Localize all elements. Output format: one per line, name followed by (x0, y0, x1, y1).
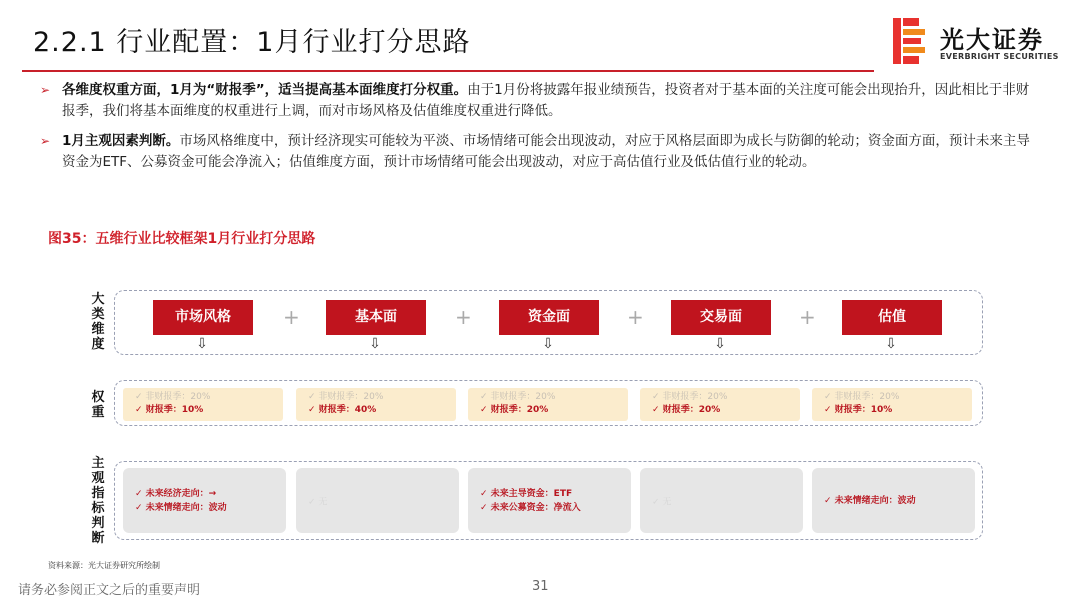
logo-chinese-name: 光大证券 (940, 26, 1044, 54)
bullet-heading: 1月主观因素判断。 (62, 133, 180, 149)
weight-on-label: 财报季：40% (318, 405, 377, 415)
judgment-line: ✓ 未来情绪走向：波动 (135, 502, 227, 513)
row-label-weights: 权 重 (91, 390, 105, 420)
bullet-item (40, 131, 1040, 173)
check-icon: ✓ (135, 405, 143, 415)
dimension-valuation: 估值 (842, 300, 942, 335)
weight-off-season (135, 391, 283, 404)
judgment-cell (812, 468, 975, 533)
weight-on-season (135, 404, 283, 417)
judgment-line: ✓ 未来情绪走向：波动 (824, 495, 916, 506)
dimension-market-style: 市场风格 (153, 300, 253, 335)
judgment-line: ✓ 未来经济走向：→ (135, 488, 217, 499)
check-icon: ✓ (824, 392, 832, 402)
weight-on-season (480, 404, 628, 417)
judgment-line: ✓ 未来公募资金：净流入 (480, 502, 581, 513)
judgment-line: ✓ 无 (308, 497, 328, 507)
weight-on-label: 财报季：10% (145, 405, 204, 415)
weight-cell (123, 388, 283, 421)
weight-off-label: 非财报季：20% (318, 392, 384, 402)
bullet-heading: 各维度权重方面，1月为“财报季”，适当提高基本面维度打分权重。 (62, 82, 468, 98)
bullet-text: 市场风格维度中，预计经济现实可能较为平淡、市场情绪可能会出现波动，对应于风格层面即为成长与防御的轮动；资金面方面，预计未来主导资金为ETF、公募资金可能会净流入；估值维度方面，预计市场情绪可能会出现波动，对应于高估值行业及低估值行业的轮动。 (62, 133, 1030, 170)
down-arrow-icon: ⇩ (885, 336, 897, 352)
bullet-arrow-icon: ➢ (40, 83, 51, 97)
check-icon: ✓ (652, 392, 660, 402)
everbright-logo-icon (893, 18, 929, 64)
weight-off-season (824, 391, 972, 404)
weight-off-label: 非财报季：20% (834, 392, 900, 402)
check-icon: ✓ (824, 405, 832, 415)
everbright-logo (893, 18, 1063, 68)
page-number: 31 (532, 579, 549, 594)
judgment-line: ✓ 无 (652, 497, 672, 507)
check-icon: ✓ (480, 405, 488, 415)
figure-title: 图35：五维行业比较框架1月行业打分思路 (48, 231, 316, 247)
plus-icon: + (283, 305, 300, 329)
weight-cell (812, 388, 972, 421)
judgment-cell (640, 468, 803, 533)
check-icon: ✓ (308, 392, 316, 402)
weight-on-season (308, 404, 456, 417)
weight-cell (468, 388, 628, 421)
down-arrow-icon: ⇩ (542, 336, 554, 352)
judgment-cell (468, 468, 631, 533)
weight-off-label: 非财报季：20% (145, 392, 211, 402)
check-icon: ✓ (652, 405, 660, 415)
judgment-line: ✓ 未来主导资金：ETF (480, 488, 573, 499)
weight-cell (296, 388, 456, 421)
down-arrow-icon: ⇩ (369, 336, 381, 352)
weight-on-season (824, 404, 972, 417)
logo-english-name: EVERBRIGHT SECURITIES (940, 52, 1059, 61)
weight-on-label: 财报季：20% (662, 405, 721, 415)
page-title: 2.2.1 行业配置：1月行业打分思路 (33, 27, 471, 58)
bullet-arrow-icon: ➢ (40, 134, 51, 148)
check-icon: ✓ (135, 392, 143, 402)
weight-off-label: 非财报季：20% (490, 392, 556, 402)
row-label-judgments: 主 观 指 标 判 断 (91, 456, 105, 546)
check-icon: ✓ (480, 392, 488, 402)
bullet-list (40, 80, 1040, 182)
judgment-cell (123, 468, 286, 533)
dimension-fundamentals: 基本面 (326, 300, 426, 335)
weight-off-season (480, 391, 628, 404)
down-arrow-icon: ⇩ (196, 336, 208, 352)
plus-icon: + (455, 305, 472, 329)
plus-icon: + (799, 305, 816, 329)
bullet-item (40, 80, 1040, 122)
check-icon: ✓ (308, 405, 316, 415)
dimension-trading: 交易面 (671, 300, 771, 335)
weight-off-season (308, 391, 456, 404)
title-divider (22, 70, 874, 72)
dimension-capital: 资金面 (499, 300, 599, 335)
bullet-text: 由于1月份将披露年报业绩预告，投资者对于基本面的关注度可能会出现抬升，因此相比于非财报季，我们将基本面维度的权重进行上调，而对市场风格及估值维度权重进行降低。 (62, 82, 1030, 119)
down-arrow-icon: ⇩ (714, 336, 726, 352)
plus-icon: + (627, 305, 644, 329)
judgment-cell (296, 468, 459, 533)
weight-on-label: 财报季：20% (490, 405, 549, 415)
weight-on-season (652, 404, 800, 417)
weight-cell (640, 388, 800, 421)
weight-off-label: 非财报季：20% (662, 392, 728, 402)
weight-off-season (652, 391, 800, 404)
disclaimer-footer: 请务必参阅正文之后的重要声明 (18, 583, 201, 598)
row-label-dimensions: 大 类 维 度 (91, 292, 105, 352)
figure-source-note: 资料来源：光大证券研究所绘制 (48, 561, 160, 570)
weight-on-label: 财报季：10% (834, 405, 893, 415)
